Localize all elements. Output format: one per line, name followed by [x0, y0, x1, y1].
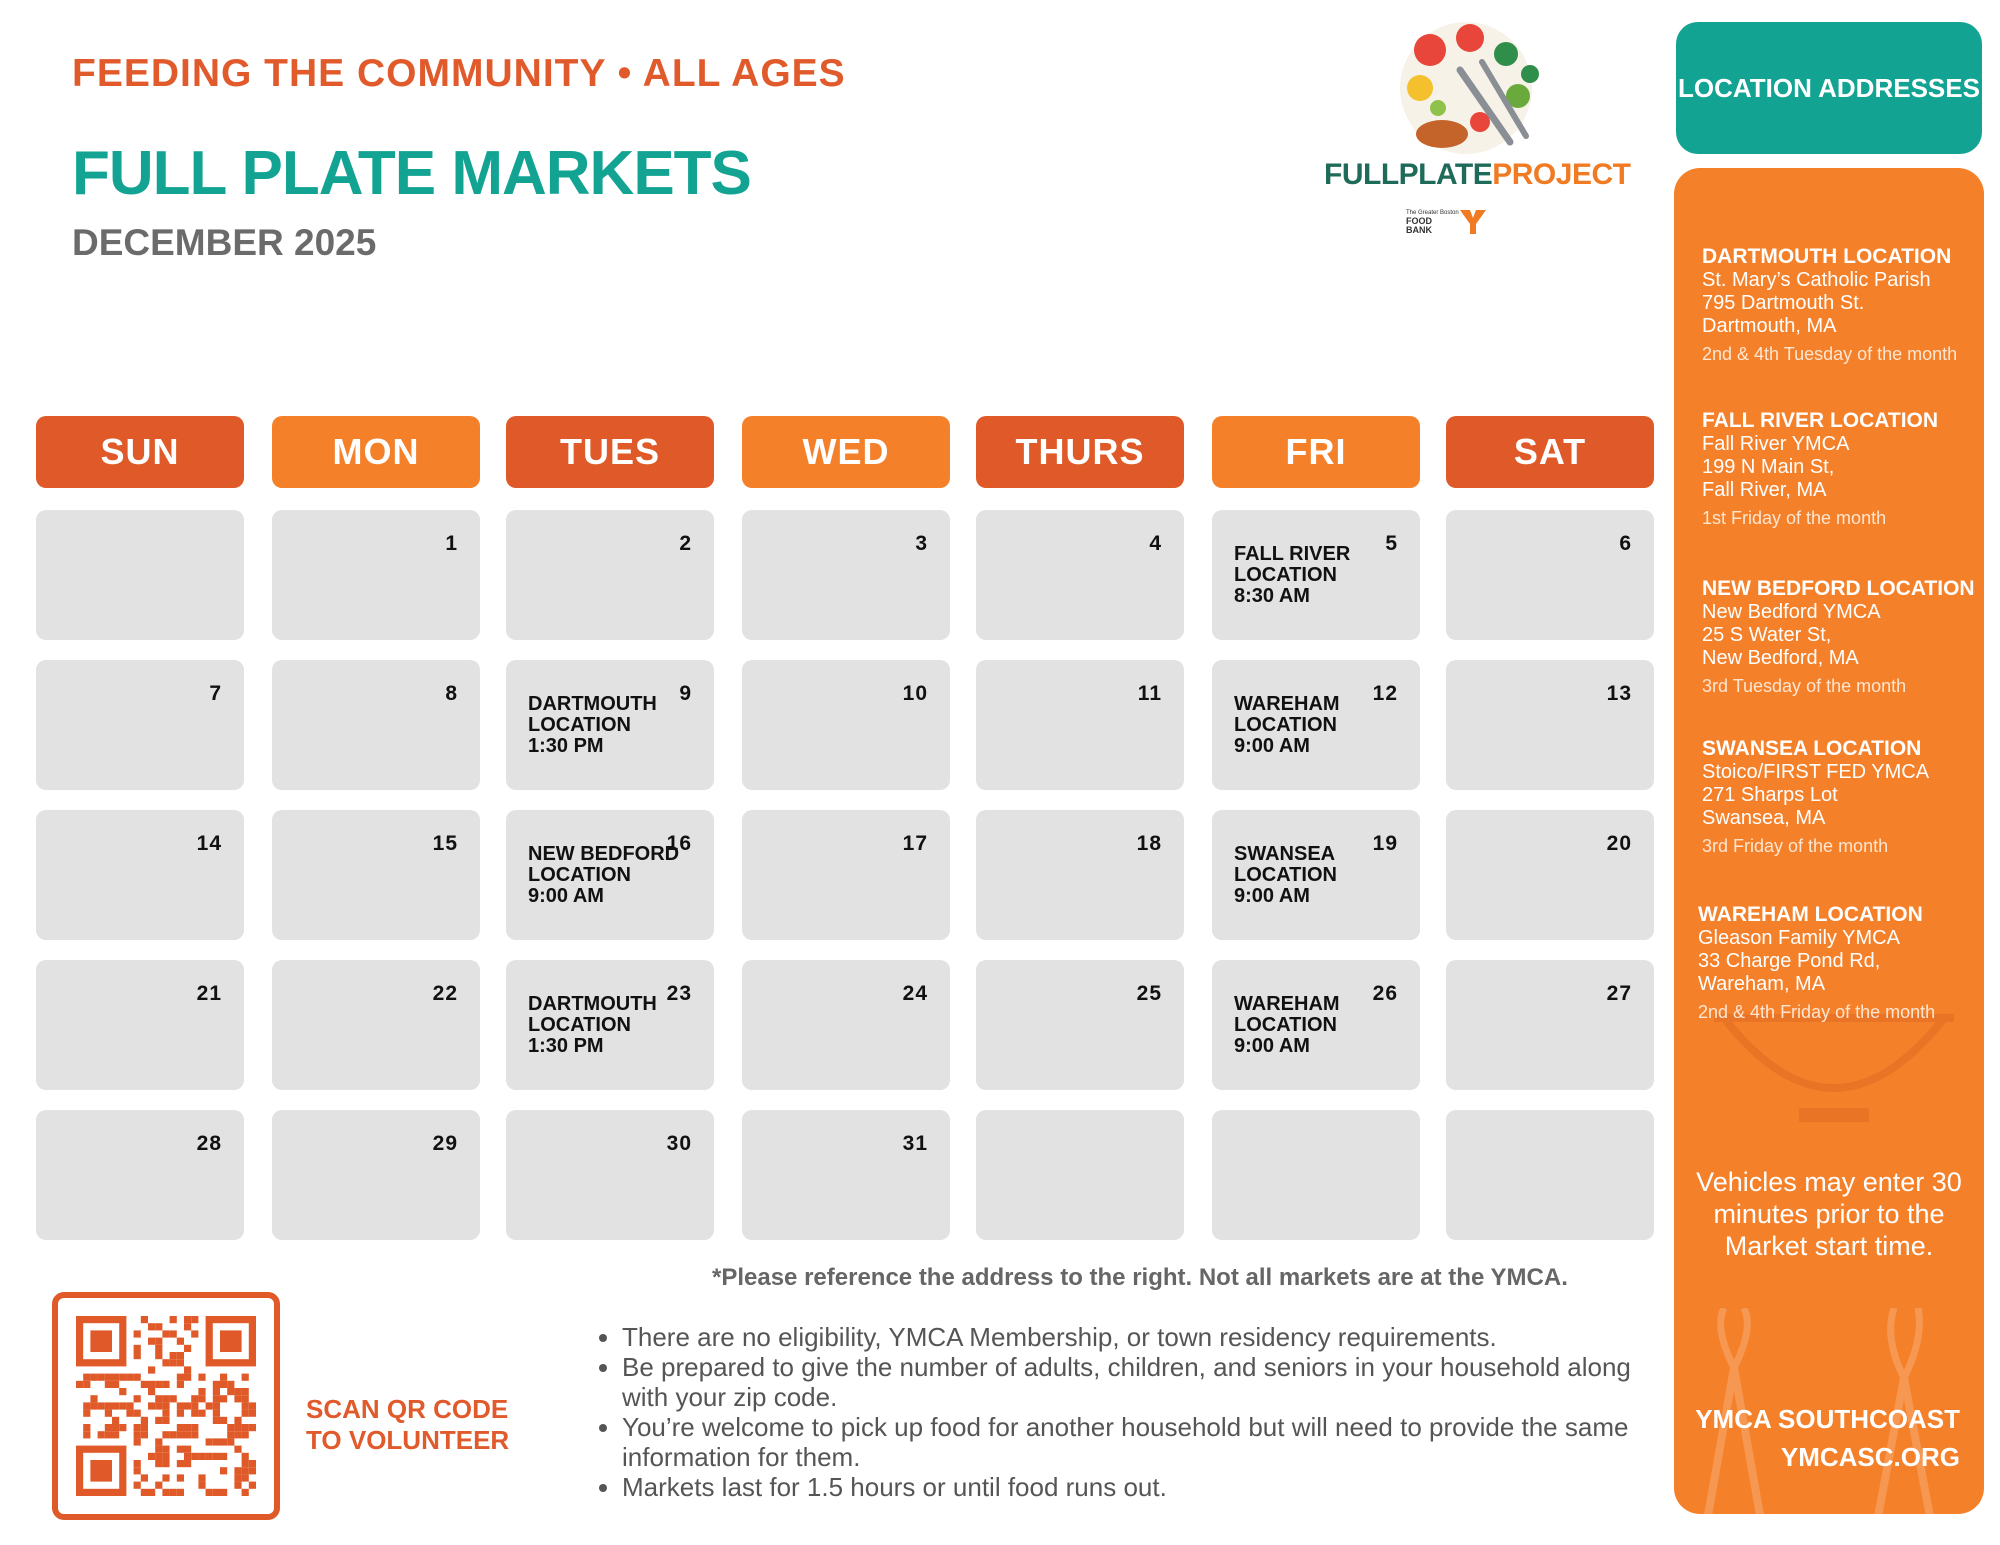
calendar-day-cell: [506, 510, 714, 640]
location-title: NEW BEDFORD LOCATION: [1702, 577, 1975, 600]
day-number: 17: [902, 832, 928, 855]
calendar-day-cell: [742, 810, 950, 940]
calendar-day-cell: [976, 660, 1184, 790]
calendar-day-cell: [1446, 810, 1654, 940]
calendar-day-cell: [36, 660, 244, 790]
calendar-day-cell: [36, 510, 244, 640]
address-line: New Bedford, MA: [1702, 647, 1859, 669]
schedule-text: 3rd Friday of the month: [1702, 836, 1889, 856]
calendar-day-cell: [506, 960, 714, 1090]
day-header-sun: SUN: [36, 416, 244, 488]
day-header-wed: WED: [742, 416, 950, 488]
address-line: 795 Dartmouth St.: [1702, 292, 1865, 314]
calendar-day-cell: [272, 960, 480, 1090]
market-event: FALL RIVER LOCATION 8:30 AM: [1234, 543, 1351, 607]
schedule-text: 1st Friday of the month: [1702, 508, 1887, 528]
day-number: 10: [902, 682, 928, 705]
calendar-day-cell: [976, 1110, 1184, 1240]
list-item: • You’re welcome to pick up food for another household but will need to provide the same information for them.: [622, 1412, 1642, 1472]
day-number: 28: [196, 1132, 222, 1155]
address-line: Wareham, MA: [1698, 973, 1826, 995]
day-number: 3: [915, 532, 928, 555]
day-number: 7: [209, 682, 222, 705]
location-entry: [1698, 902, 1978, 1024]
calendar-day-cell: [272, 810, 480, 940]
calendar-day-cell: [36, 810, 244, 940]
address-line: Swansea, MA: [1702, 807, 1826, 829]
market-event: SWANSEA LOCATION 9:00 AM: [1234, 843, 1337, 907]
calendar-day-cell: [36, 960, 244, 1090]
location-title: FALL RIVER LOCATION: [1702, 409, 1939, 432]
food-plate-icon: [1310, 10, 1610, 160]
day-number: 8: [445, 682, 458, 705]
day-header-mon: MON: [272, 416, 480, 488]
day-number: 26: [1372, 982, 1398, 1005]
location-entry: [1702, 576, 1982, 698]
location-addresses-header: LOCATION ADDRESSES: [1676, 22, 1982, 154]
website-link[interactable]: YMCASC.ORG: [1780, 1442, 1960, 1472]
day-header-tues: TUES: [506, 416, 714, 488]
day-number: 15: [432, 832, 458, 855]
calendar-day-cell: [742, 510, 950, 640]
calendar-day-cell: [742, 960, 950, 1090]
address-line: 271 Sharps Lot: [1702, 784, 1838, 806]
calendar-day-cell: [976, 960, 1184, 1090]
address-line: St. Mary’s Catholic Parish: [1702, 269, 1931, 291]
day-number: 21: [196, 982, 222, 1005]
schedule-text: 2nd & 4th Friday of the month: [1698, 1002, 1936, 1022]
market-event: DARTMOUTH LOCATION 1:30 PM: [528, 693, 657, 757]
day-number: 1: [445, 532, 458, 555]
location-title: WAREHAM LOCATION: [1698, 903, 1923, 926]
day-number: 27: [1606, 982, 1632, 1005]
location-panel: [1674, 168, 1984, 1514]
list-item: • Be prepared to give the number of adults, children, and seniors in your household along with your zip code.: [622, 1352, 1642, 1412]
calendar-day-cell: [742, 1110, 950, 1240]
address-line: Dartmouth, MA: [1702, 315, 1837, 337]
address-line: 199 N Main St,: [1702, 456, 1835, 478]
day-number: 29: [432, 1132, 458, 1155]
ymca-y-icon: [1458, 208, 1488, 236]
qr-label: SCAN QR CODE TO VOLUNTEER: [306, 1394, 510, 1455]
address-line: Stoico/FIRST FED YMCA: [1702, 761, 1930, 783]
day-number: 20: [1606, 832, 1632, 855]
day-number: 18: [1136, 832, 1162, 855]
location-entry: [1702, 244, 1982, 366]
calendar-day-cell: [272, 1110, 480, 1240]
calendar-day-cell: [1446, 1110, 1654, 1240]
calendar-day-cell: [976, 510, 1184, 640]
location-entry: [1702, 408, 1982, 530]
day-header-fri: FRI: [1212, 416, 1420, 488]
calendar-day-cell: [1212, 1110, 1420, 1240]
logo-wordmark: FULLPLATEPROJECT: [1324, 158, 1631, 191]
schedule-text: 3rd Tuesday of the month: [1702, 676, 1907, 696]
calendar-day-cell: [506, 660, 714, 790]
address-line: New Bedford YMCA: [1702, 601, 1881, 623]
day-header-sat: SAT: [1446, 416, 1654, 488]
tagline: FEEDING THE COMMUNITY • ALL AGES: [72, 52, 846, 95]
volunteer-qr-code[interactable]: [52, 1292, 280, 1520]
address-note: *Please reference the address to the right. Not all markets are at the YMCA.: [712, 1264, 1568, 1291]
calendar-day-cell: [976, 810, 1184, 940]
food-bank-logo: The Greater Boston FOOD BANK: [1406, 210, 1459, 235]
day-number: 13: [1606, 682, 1632, 705]
calendar-day-cell: [272, 660, 480, 790]
day-number: 4: [1149, 532, 1162, 555]
info-bullets: [590, 1322, 1642, 1502]
calendar-day-cell: [506, 810, 714, 940]
month-label: DECEMBER 2025: [72, 222, 377, 263]
day-number: 9: [679, 682, 692, 705]
market-event: WAREHAM LOCATION 9:00 AM: [1234, 693, 1340, 757]
day-number: 16: [666, 832, 692, 855]
location-entry: [1702, 736, 1982, 858]
list-item: • Markets last for 1.5 hours or until food runs out.: [622, 1472, 1642, 1502]
market-event: NEW BEDFORD LOCATION 9:00 AM: [528, 843, 680, 907]
list-item: • There are no eligibility, YMCA Membership, or town residency requirements.: [622, 1322, 1642, 1352]
location-title: SWANSEA LOCATION: [1702, 737, 1922, 760]
calendar-day-cell: [1212, 810, 1420, 940]
day-number: 30: [666, 1132, 692, 1155]
day-number: 14: [196, 832, 222, 855]
vehicles-note: Vehicles may enter 30 minutes prior to the Market start time.: [1696, 1167, 1962, 1261]
location-title: DARTMOUTH LOCATION: [1702, 245, 1952, 268]
day-number: 12: [1372, 682, 1398, 705]
address-line: Fall River, MA: [1702, 479, 1827, 501]
address-line: 33 Charge Pond Rd,: [1698, 950, 1881, 972]
address-line: 25 S Water St,: [1702, 624, 1832, 646]
calendar-day-cell: [1212, 660, 1420, 790]
day-number: 25: [1136, 982, 1162, 1005]
calendar-day-cell: [36, 1110, 244, 1240]
day-number: 19: [1372, 832, 1398, 855]
day-number: 5: [1385, 532, 1398, 555]
address-line: Fall River YMCA: [1702, 433, 1850, 455]
calendar-day-cell: [1446, 510, 1654, 640]
calendar-day-cell: [742, 660, 950, 790]
day-number: 22: [432, 982, 458, 1005]
day-number: 6: [1619, 532, 1632, 555]
ymca-footer: YMCA SOUTHCOAST YMCASC.ORG: [1695, 1400, 1960, 1476]
calendar-day-cell: [1212, 960, 1420, 1090]
page-title: FULL PLATE MARKETS: [72, 139, 751, 208]
full-plate-project-logo: [1310, 10, 1631, 240]
day-number: 11: [1137, 682, 1162, 705]
day-number: 23: [666, 982, 692, 1005]
calendar-day-cell: [272, 510, 480, 640]
day-number: 2: [679, 532, 692, 555]
market-event: DARTMOUTH LOCATION 1:30 PM: [528, 993, 657, 1057]
qr-code-icon: [58, 1298, 274, 1514]
calendar-day-cell: [506, 1110, 714, 1240]
address-line: Gleason Family YMCA: [1698, 927, 1900, 949]
market-event: WAREHAM LOCATION 9:00 AM: [1234, 993, 1340, 1057]
schedule-text: 2nd & 4th Tuesday of the month: [1702, 344, 1958, 364]
calendar-day-cell: [1446, 960, 1654, 1090]
day-number: 31: [902, 1132, 928, 1155]
calendar-day-cell: [1212, 510, 1420, 640]
day-header-thurs: THURS: [976, 416, 1184, 488]
day-number: 24: [902, 982, 928, 1005]
calendar-day-cell: [1446, 660, 1654, 790]
